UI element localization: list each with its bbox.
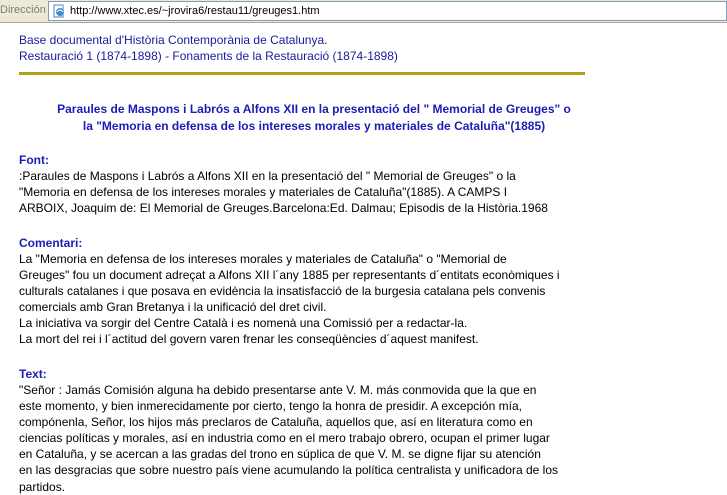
comentari-text-line: Greuges" fou un document adreçat a Alfons XII l´any 1885 per representants d´entitats econòmiques i (19, 268, 560, 283)
font-section (19, 152, 619, 216)
quote-text-line: ciencias políticas y morales, así en industria como en el mero trabajo obrero, ocupan el primer lugar (19, 431, 550, 446)
text-heading: Text: (19, 367, 47, 381)
url-field[interactable] (48, 1, 727, 21)
text-section (19, 366, 619, 495)
comentari-text-line: La iniciativa va sorgir del Centre Català i es nomenà una Comissió per a redactar-la. (19, 316, 468, 331)
font-text-line: :Paraules de Maspons i Labrós a Alfons XII en la presentació del " Memorial de Greuges" o la (19, 169, 516, 183)
comentari-text-line: culturals catalanes i que posava en evidència la insatisfacció de la burgesia catalana pels convenis (19, 284, 546, 299)
comentari-text-line: La "Memoria en defensa de los intereses morales y materiales de Cataluña" o "Memorial de (19, 252, 507, 266)
quote-text-line: este momento, y bien inmerecidamente por cierto, tengo la honra de presidir. A excepción mía, (19, 399, 522, 414)
quote-text-line: "Señor : Jamás Comisión alguna ha debido presentarse ante V. M. más conmovida que la que en (19, 383, 537, 397)
quote-text-line: en las desgracias que sobre nuestro país viene acumulando la política centralista y unificadora de los (19, 463, 558, 478)
comentari-text-line: La mort del rei i l´actitud del govern varen frenar les conseqüències d´aquest manifest. (19, 332, 479, 347)
title-line-1: Paraules de Maspons i Labrós a Alfons XII en la presentació del " Memorial de Greuges" o (57, 102, 571, 116)
url-text[interactable]: http://www.xtec.es/~jrovira6/restau11/greuges1.htm (70, 5, 320, 17)
font-text-line: "Memoria en defensa de los intereses morales y materiales de Cataluña"(1885). A CAMPS I (19, 185, 508, 200)
divider-rule (19, 72, 585, 75)
comentari-heading: Comentari: (19, 236, 83, 250)
comentari-section (19, 235, 619, 348)
header-line-1: Base documental d'Història Contemporània de Catalunya. (19, 33, 328, 47)
font-heading: Font: (19, 153, 49, 167)
quote-text-line: compónenla, Señor, los hijos más preclaros de Cataluña, aquellos que, así en literatura como en (19, 415, 533, 430)
address-bar (0, 0, 727, 23)
page-header (19, 32, 619, 64)
title-line-2: la "Memoria en defensa de los intereses morales y materiales de Cataluña"(1885) (82, 119, 546, 133)
quote-text-line: en Cataluña, y se acercan a las gradas del trono en súplica de que V. M. se digne fijar su atención (19, 447, 541, 462)
address-label: Dirección (0, 4, 46, 16)
quote-text-line: partidos. (19, 479, 66, 494)
page-title (19, 101, 609, 135)
header-line-2: Restauració 1 (1874-1898) - Fonaments de la Restauració (1874-1898) (19, 49, 398, 63)
font-text-line: ARBOIX, Joaquim de: El Memorial de Greuges.Barcelona:Ed. Dalmau; Episodis de la Història.1968 (19, 201, 548, 216)
comentari-text-line: comercials amb Gran Bretanya i la unificació del dret civil. (19, 300, 327, 315)
page-icon (52, 4, 66, 18)
